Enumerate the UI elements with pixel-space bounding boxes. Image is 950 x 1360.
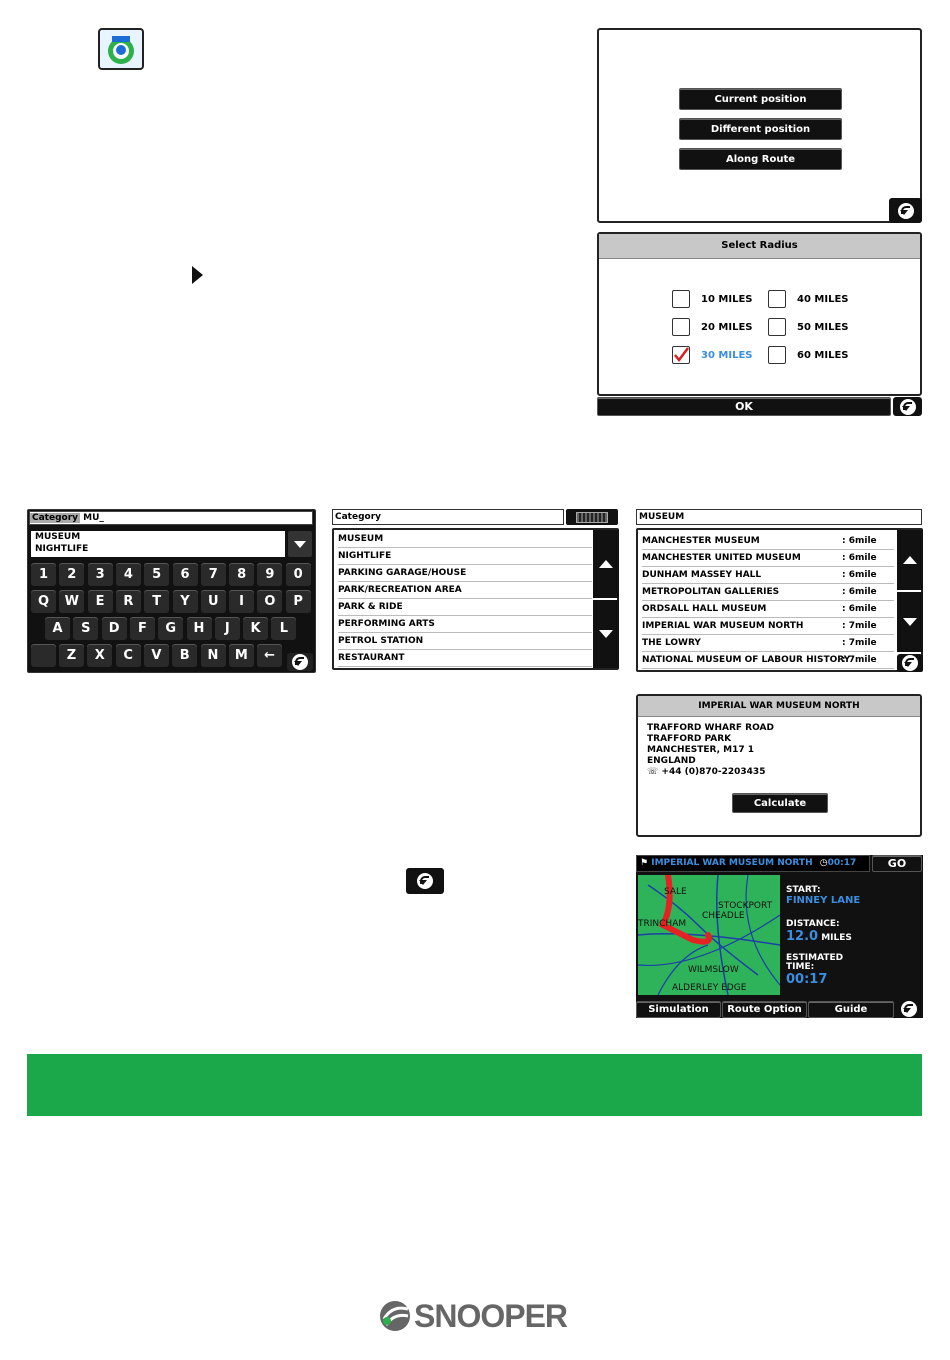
key-y[interactable]: Y [173, 590, 198, 613]
key-8[interactable]: 8 [229, 563, 254, 586]
phone-line [647, 767, 774, 778]
route-option-button[interactable]: Route Option [722, 1001, 807, 1018]
key-l[interactable]: L [271, 617, 296, 640]
back-button[interactable] [893, 397, 922, 416]
result-distance: : 7mile [842, 638, 877, 648]
suggestion-item[interactable]: NIGHTLIFE [35, 544, 89, 554]
dialog-title: Select Radius [599, 234, 920, 259]
radius-checkbox-20[interactable] [672, 318, 690, 336]
radius-label-50: 50 MILES [797, 322, 849, 333]
route-summary-screen [636, 855, 923, 1018]
map-label: CHEADLE [702, 911, 745, 921]
simulation-button[interactable]: Simulation [636, 1001, 721, 1018]
map-label: ALDERLEY EDGE [672, 983, 747, 993]
destination-name: IMPERIAL WAR MUSEUM NORTH [651, 858, 813, 868]
distance-unit: MILES [821, 933, 852, 943]
category-item[interactable]: PERFORMING ARTS [338, 616, 592, 633]
radius-label-60: 60 MILES [797, 350, 849, 361]
key-j[interactable]: J [215, 617, 240, 640]
back-icon [902, 655, 918, 671]
back-icon [898, 203, 914, 219]
go-button[interactable]: GO [872, 855, 922, 872]
arrival-time: 00:17 [827, 858, 857, 868]
key-2[interactable]: 2 [59, 563, 84, 586]
result-item[interactable] [642, 635, 894, 652]
category-item[interactable]: PARKING GARAGE/HOUSE [338, 565, 592, 582]
radius-checkbox-10[interactable] [672, 290, 690, 308]
radius-label-40: 40 MILES [797, 294, 849, 305]
start-value: FINNEY LANE [786, 895, 861, 906]
key-n[interactable]: N [201, 644, 226, 667]
result-name: IMPERIAL WAR MUSEUM NORTH [642, 621, 804, 631]
back-icon [900, 399, 916, 415]
category-list-screen [332, 509, 619, 671]
result-distance: : 6mile [842, 536, 877, 546]
result-item[interactable] [642, 652, 894, 669]
back-button[interactable] [895, 999, 923, 1018]
category-item[interactable]: MUSEUM [338, 531, 592, 548]
arrow-up-icon [903, 556, 917, 564]
key-1[interactable]: 1 [31, 563, 56, 586]
back-button[interactable] [889, 198, 922, 223]
keyboard-screen [27, 509, 316, 673]
guide-button[interactable]: Guide [808, 1001, 894, 1018]
result-name: NATIONAL MUSEUM OF LABOUR HISTORY [642, 655, 851, 665]
key-6[interactable]: 6 [173, 563, 198, 586]
category-items [334, 531, 592, 669]
radius-checkbox-40[interactable] [768, 290, 786, 308]
result-name: THE LOWRY [642, 638, 701, 648]
result-name: ORDSALL HALL MUSEUM [642, 604, 767, 614]
key-d[interactable]: D [102, 617, 127, 640]
result-distance: : 6mile [842, 604, 877, 614]
back-icon [292, 654, 308, 670]
poi-address [647, 723, 774, 778]
radius-checkbox-60[interactable] [768, 346, 786, 364]
suggestion-item[interactable]: MUSEUM [35, 532, 81, 542]
key-q[interactable]: Q [31, 590, 56, 613]
key-r[interactable]: R [116, 590, 141, 613]
key-e[interactable]: E [88, 590, 113, 613]
route-map[interactable] [638, 875, 780, 995]
back-button-icon [406, 868, 444, 894]
result-items [638, 533, 894, 671]
category-item[interactable]: RESTAURANT [338, 650, 592, 667]
address-line: ENGLAND [647, 756, 696, 766]
radius-label-10: 10 MILES [701, 294, 753, 305]
category-item[interactable]: PETROL STATION [338, 633, 592, 650]
category-item[interactable]: PARK & RIDE [338, 599, 592, 616]
expand-list-button[interactable] [288, 531, 312, 557]
brand-name: SNOOPER [414, 1297, 568, 1334]
category-item[interactable]: NIGHTLIFE [338, 548, 592, 565]
result-name: METROPOLITAN GALLERIES [642, 587, 780, 597]
key-t[interactable]: T [144, 590, 169, 613]
map-label: TRINCHAM [638, 919, 687, 929]
map-label: SALE [664, 887, 687, 897]
scroll-up-button[interactable] [593, 530, 619, 598]
key-5[interactable]: 5 [144, 563, 169, 586]
category-list [332, 528, 619, 670]
back-button[interactable] [897, 654, 923, 672]
eta-label: ESTIMATED [786, 953, 844, 963]
radius-origin-screen [597, 28, 922, 223]
distance-value: 12.0 [786, 929, 819, 944]
result-distance: : 6mile [842, 587, 877, 597]
snooper-logo-icon [378, 1299, 412, 1333]
chevron-down-icon [294, 541, 306, 548]
key-u[interactable]: U [201, 590, 226, 613]
key-b[interactable]: B [172, 644, 197, 667]
map-label: WILMSLOW [688, 965, 739, 975]
route-info [786, 885, 860, 987]
result-name: MANCHESTER UNITED MUSEUM [642, 553, 801, 563]
key-h[interactable]: H [187, 617, 212, 640]
route-map-roads [638, 875, 780, 995]
category-input[interactable] [29, 511, 313, 525]
result-item[interactable] [642, 584, 894, 601]
eta-value: 00:17 [786, 972, 828, 987]
key-w[interactable]: W [59, 590, 84, 613]
radius-checkbox-30[interactable] [672, 346, 690, 364]
arrow-up-icon [599, 560, 613, 568]
result-name: MANCHESTER MUSEUM [642, 536, 760, 546]
green-banner [27, 1054, 922, 1116]
radius-checkbox-50[interactable] [768, 318, 786, 336]
result-item[interactable] [642, 533, 894, 550]
keyboard-toggle-button[interactable] [566, 509, 618, 525]
poi-app-icon [98, 28, 144, 70]
result-name: DUNHAM MASSEY HALL [642, 570, 762, 580]
results-list [636, 528, 923, 672]
back-button[interactable] [287, 653, 313, 671]
radius-label-20: 20 MILES [701, 322, 753, 333]
result-distance: : 7mile [842, 621, 877, 631]
start-label: START: [786, 885, 821, 895]
suggestion-box [31, 531, 285, 557]
key-3[interactable]: 3 [88, 563, 113, 586]
key-s[interactable]: S [73, 617, 98, 640]
key-k[interactable]: K [243, 617, 268, 640]
scroll-up-button[interactable] [897, 530, 923, 590]
snooper-logo [378, 1298, 578, 1334]
address-line: TRAFFORD WHARF ROAD [647, 723, 774, 733]
result-distance: : 7mile [842, 655, 877, 665]
key-i[interactable]: I [229, 590, 254, 613]
result-distance: : 6mile [842, 570, 877, 580]
key-m[interactable]: M [229, 644, 254, 667]
result-distance: : 6mile [842, 553, 877, 563]
route-title-bar [636, 855, 870, 872]
key-c[interactable]: C [116, 644, 141, 667]
poi-detail-screen [636, 694, 922, 837]
clock-icon: ◷ [819, 858, 828, 868]
key-9[interactable]: 9 [257, 563, 282, 586]
map-label: STOCKPORT [718, 901, 773, 911]
keyboard-icon [576, 512, 608, 523]
key-x[interactable]: X [87, 644, 112, 667]
back-icon [417, 873, 433, 889]
result-item[interactable] [642, 567, 894, 584]
scroll-down-button[interactable] [897, 592, 923, 652]
shift-key[interactable] [31, 644, 56, 667]
ok-button[interactable]: OK [597, 397, 891, 416]
distance-label: DISTANCE: [786, 919, 840, 929]
scroll-down-button[interactable] [593, 600, 619, 668]
select-radius-screen [597, 232, 922, 396]
museum-results-screen [636, 509, 923, 673]
arrow-down-icon [599, 630, 613, 638]
result-item[interactable] [642, 550, 894, 567]
backspace-key[interactable]: ← [257, 644, 282, 667]
key-a[interactable]: A [45, 617, 70, 640]
distance-row [786, 929, 860, 944]
poi-title: IMPERIAL WAR MUSEUM NORTH [638, 696, 920, 717]
back-icon [901, 1001, 917, 1017]
category-field-value: MU_ [83, 513, 104, 523]
arrow-down-icon [903, 618, 917, 626]
calculate-button[interactable]: Calculate [732, 793, 828, 813]
different-position-button[interactable]: Different position [679, 118, 842, 140]
category-field-label: Category [32, 513, 79, 523]
key-z[interactable]: Z [59, 644, 84, 667]
category-item[interactable]: PARK/RECREATION AREA [338, 582, 592, 599]
address-line: TRAFFORD PARK [647, 734, 732, 744]
key-7[interactable]: 7 [201, 563, 226, 586]
result-item[interactable] [642, 601, 894, 618]
flag-icon: ⚑ [640, 858, 649, 868]
key-o[interactable]: O [257, 590, 282, 613]
key-p[interactable]: P [286, 590, 311, 613]
result-item[interactable] [642, 618, 894, 635]
key-f[interactable]: F [130, 617, 155, 640]
current-position-button[interactable]: Current position [679, 88, 842, 110]
phone-icon: ☏ [647, 767, 659, 777]
radius-label-30: 30 MILES [701, 350, 753, 361]
key-0[interactable]: 0 [286, 563, 311, 586]
checkmark-icon [673, 347, 689, 363]
arrow-right-icon [192, 266, 203, 284]
along-route-button[interactable]: Along Route [679, 148, 842, 170]
key-v[interactable]: V [144, 644, 169, 667]
address-line: MANCHESTER, M17 1 [647, 745, 755, 755]
phone-number: +44 (0)870-2203435 [661, 767, 766, 777]
key-g[interactable]: G [158, 617, 183, 640]
key-4[interactable]: 4 [116, 563, 141, 586]
results-header: MUSEUM [636, 509, 922, 525]
category-header: Category [332, 509, 564, 525]
eta-label: TIME: [786, 962, 815, 972]
